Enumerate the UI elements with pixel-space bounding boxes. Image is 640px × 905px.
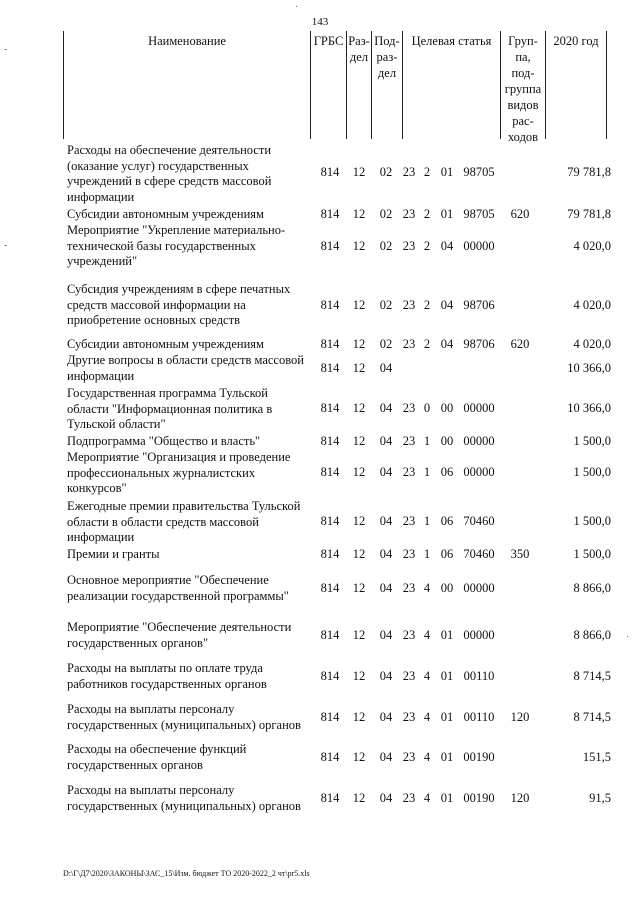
row-name: Подпрограмма "Общество и власть" (67, 434, 261, 448)
cell-amount-2020: 8 866,0 (573, 628, 611, 642)
row-name: Государственная программа Тульской области "Информационная политика в Тульской области" (67, 386, 273, 431)
cell-amount-2020: 1 500,0 (573, 434, 611, 448)
cell-pr: 02 (379, 298, 393, 312)
row-name: Мероприятие "Укрепление материально-технической базы государственных учреждений" (67, 223, 286, 268)
cell-pr: 02 (379, 337, 393, 351)
cell-cs4: 98705 (463, 207, 495, 221)
table-row (0, 386, 640, 432)
header-razdel: Раз- дел (346, 31, 371, 139)
cell-cs3: 06 (440, 514, 454, 528)
table-row (0, 207, 640, 223)
cell-cs1: 23 (402, 750, 416, 764)
cell-cs3: 01 (440, 207, 454, 221)
table-row (0, 702, 640, 733)
cell-vr: 620 (510, 337, 530, 351)
cell-cs4: 98705 (463, 165, 495, 179)
cell-cs4: 00190 (463, 750, 495, 764)
cell-grbs: 814 (320, 628, 340, 642)
cell-cs4: 98706 (463, 298, 495, 312)
cell-amount-2020: 151,5 (582, 750, 611, 764)
cell-pr: 04 (379, 710, 393, 724)
cell-cs3: 01 (440, 750, 454, 764)
row-name: Расходы на обеспечение деятельности (оказание услуг) государственных учреждений в сфере средств массовой информации (67, 143, 272, 204)
table-row (0, 573, 640, 604)
cell-rz: 12 (352, 361, 366, 375)
cell-rz: 12 (352, 791, 366, 805)
cell-cs1: 23 (402, 337, 416, 351)
cell-cs3: 06 (440, 547, 454, 561)
header-expense-group: Груп- па, под- группа видов рас- ходов (500, 31, 545, 139)
cell-cs3: 01 (440, 791, 454, 805)
header-name: Наименование (63, 31, 310, 139)
cell-cs3: 01 (440, 165, 454, 179)
cell-cs1: 23 (402, 401, 416, 415)
cell-grbs: 814 (320, 434, 340, 448)
cell-cs1: 23 (402, 298, 416, 312)
cell-cs4: 70460 (463, 514, 495, 528)
header-grbs: ГРБС (310, 31, 346, 139)
cell-rz: 12 (352, 547, 366, 561)
cell-amount-2020: 1 500,0 (573, 465, 611, 479)
cell-grbs: 814 (320, 547, 340, 561)
cell-rz: 12 (352, 581, 366, 595)
cell-grbs: 814 (320, 298, 340, 312)
cell-rz: 12 (352, 298, 366, 312)
cell-amount-2020: 79 781,8 (567, 165, 611, 179)
cell-grbs: 814 (320, 401, 340, 415)
scan-mark: · (626, 632, 630, 643)
table-row (0, 353, 640, 384)
cell-amount-2020: 4 020,0 (573, 298, 611, 312)
cell-rz: 12 (352, 434, 366, 448)
page-number: 143 (311, 16, 329, 28)
cell-cs3: 01 (440, 710, 454, 724)
cell-cs1: 23 (402, 547, 416, 561)
cell-cs2: 4 (423, 791, 431, 805)
cell-grbs: 814 (320, 165, 340, 179)
cell-cs2: 2 (423, 239, 431, 253)
cell-cs3: 00 (440, 434, 454, 448)
scan-mark: - (4, 240, 8, 251)
cell-cs2: 4 (423, 628, 431, 642)
cell-pr: 02 (379, 207, 393, 221)
cell-vr: 120 (510, 710, 530, 724)
row-name: Основное мероприятие "Обеспечение реализации государственной программы" (67, 573, 289, 603)
cell-cs3: 04 (440, 239, 454, 253)
table-row (0, 337, 640, 353)
cell-cs2: 2 (423, 165, 431, 179)
cell-amount-2020: 8 866,0 (573, 581, 611, 595)
file-path-footer: D:\Г\Д7\2020\ЗАКОНЫ\ЗАС_15\Изм. бюджет ТО 2020-2022_2 чт\pr5.xls (63, 869, 310, 878)
cell-cs2: 4 (423, 710, 431, 724)
cell-cs1: 23 (402, 165, 416, 179)
cell-amount-2020: 10 366,0 (567, 361, 611, 375)
cell-rz: 12 (352, 207, 366, 221)
cell-rz: 12 (352, 337, 366, 351)
row-name: Субсидии автономным учреждениям (67, 337, 264, 351)
cell-cs3: 06 (440, 465, 454, 479)
cell-cs4: 00000 (463, 401, 495, 415)
cell-vr: 620 (510, 207, 530, 221)
cell-cs2: 2 (423, 207, 431, 221)
cell-cs4: 00000 (463, 581, 495, 595)
cell-amount-2020: 91,5 (589, 791, 611, 805)
cell-cs3: 00 (440, 581, 454, 595)
cell-cs4: 00000 (463, 434, 495, 448)
table-row (0, 742, 640, 773)
cell-cs3: 01 (440, 669, 454, 683)
cell-pr: 04 (379, 791, 393, 805)
cell-rz: 12 (352, 669, 366, 683)
cell-rz: 12 (352, 750, 366, 764)
table-row (0, 783, 640, 814)
table-row (0, 223, 640, 271)
cell-cs4: 00000 (463, 465, 495, 479)
table-row (0, 434, 640, 450)
cell-rz: 12 (352, 165, 366, 179)
cell-cs4: 00110 (463, 669, 495, 683)
cell-cs2: 1 (423, 547, 431, 561)
cell-pr: 04 (379, 465, 393, 479)
scan-mark: · (295, 2, 299, 13)
cell-pr: 04 (379, 628, 393, 642)
cell-amount-2020: 1 500,0 (573, 547, 611, 561)
cell-rz: 12 (352, 239, 366, 253)
cell-amount-2020: 1 500,0 (573, 514, 611, 528)
cell-cs3: 00 (440, 401, 454, 415)
cell-cs3: 04 (440, 337, 454, 351)
cell-cs2: 1 (423, 514, 431, 528)
cell-rz: 12 (352, 465, 366, 479)
cell-cs2: 2 (423, 298, 431, 312)
table-row (0, 143, 640, 203)
cell-pr: 02 (379, 165, 393, 179)
row-name: Премии и гранты (67, 547, 160, 561)
cell-amount-2020: 8 714,5 (573, 710, 611, 724)
cell-pr: 04 (379, 581, 393, 595)
cell-cs2: 1 (423, 434, 431, 448)
cell-cs4: 00000 (463, 628, 495, 642)
table-row (0, 547, 640, 563)
cell-cs3: 04 (440, 298, 454, 312)
cell-cs4: 00190 (463, 791, 495, 805)
cell-amount-2020: 4 020,0 (573, 239, 611, 253)
row-name: Ежегодные премии правительства Тульской области в области средств массовой информации (67, 499, 301, 544)
cell-cs1: 23 (402, 581, 416, 595)
cell-pr: 04 (379, 361, 393, 375)
header-podrazdel: Под- раз- дел (371, 31, 402, 139)
cell-grbs: 814 (320, 337, 340, 351)
cell-grbs: 814 (320, 514, 340, 528)
cell-grbs: 814 (320, 465, 340, 479)
cell-grbs: 814 (320, 710, 340, 724)
cell-rz: 12 (352, 514, 366, 528)
cell-cs2: 1 (423, 465, 431, 479)
header-year-2020: 2020 год (545, 31, 607, 139)
cell-vr: 120 (510, 791, 530, 805)
cell-cs3: 01 (440, 628, 454, 642)
row-name: Расходы на выплаты персоналу государственных (муниципальных) органов (67, 783, 301, 813)
row-name: Расходы на выплаты по оплате труда работников государственных органов (67, 661, 267, 691)
cell-cs2: 2 (423, 337, 431, 351)
row-name: Мероприятие "Обеспечение деятельности государственных органов" (67, 620, 292, 650)
cell-vr: 350 (510, 547, 530, 561)
cell-grbs: 814 (320, 791, 340, 805)
cell-amount-2020: 8 714,5 (573, 669, 611, 683)
cell-cs1: 23 (402, 669, 416, 683)
cell-cs4: 98706 (463, 337, 495, 351)
cell-cs2: 4 (423, 750, 431, 764)
cell-pr: 04 (379, 750, 393, 764)
cell-grbs: 814 (320, 581, 340, 595)
row-name: Мероприятие "Организация и проведение профессиональных журналистских конкурсов" (67, 450, 291, 495)
cell-grbs: 814 (320, 207, 340, 221)
row-name: Расходы на обеспечение функций государственных органов (67, 742, 247, 772)
row-name: Расходы на выплаты персоналу государственных (муниципальных) органов (67, 702, 301, 732)
cell-grbs: 814 (320, 361, 340, 375)
cell-amount-2020: 4 020,0 (573, 337, 611, 351)
cell-cs1: 23 (402, 791, 416, 805)
cell-cs1: 23 (402, 434, 416, 448)
table-row (0, 450, 640, 496)
cell-pr: 04 (379, 547, 393, 561)
cell-cs2: 4 (423, 581, 431, 595)
scan-mark: - (4, 44, 8, 55)
cell-cs1: 23 (402, 514, 416, 528)
cell-grbs: 814 (320, 669, 340, 683)
table-row (0, 661, 640, 692)
cell-cs1: 23 (402, 207, 416, 221)
cell-cs4: 70460 (463, 547, 495, 561)
table-row (0, 620, 640, 651)
cell-pr: 04 (379, 434, 393, 448)
cell-grbs: 814 (320, 750, 340, 764)
cell-rz: 12 (352, 401, 366, 415)
cell-cs2: 0 (423, 401, 431, 415)
cell-grbs: 814 (320, 239, 340, 253)
table-row (0, 282, 640, 330)
cell-amount-2020: 79 781,8 (567, 207, 611, 221)
table-row (0, 499, 640, 545)
cell-cs1: 23 (402, 465, 416, 479)
cell-pr: 04 (379, 514, 393, 528)
cell-rz: 12 (352, 628, 366, 642)
cell-cs1: 23 (402, 710, 416, 724)
cell-amount-2020: 10 366,0 (567, 401, 611, 415)
header-target-article: Целевая статья (402, 31, 500, 139)
cell-pr: 04 (379, 401, 393, 415)
cell-pr: 04 (379, 669, 393, 683)
cell-cs4: 00000 (463, 239, 495, 253)
cell-cs1: 23 (402, 239, 416, 253)
cell-cs1: 23 (402, 628, 416, 642)
row-name: Другие вопросы в области средств массовой информации (67, 353, 304, 383)
row-name: Субсидия учреждениям в сфере печатных средств массовой информации на приобретение основных средств (67, 282, 291, 327)
row-name: Субсидии автономным учреждениям (67, 207, 264, 221)
cell-cs4: 00110 (463, 710, 495, 724)
cell-cs2: 4 (423, 669, 431, 683)
cell-rz: 12 (352, 710, 366, 724)
cell-pr: 02 (379, 239, 393, 253)
